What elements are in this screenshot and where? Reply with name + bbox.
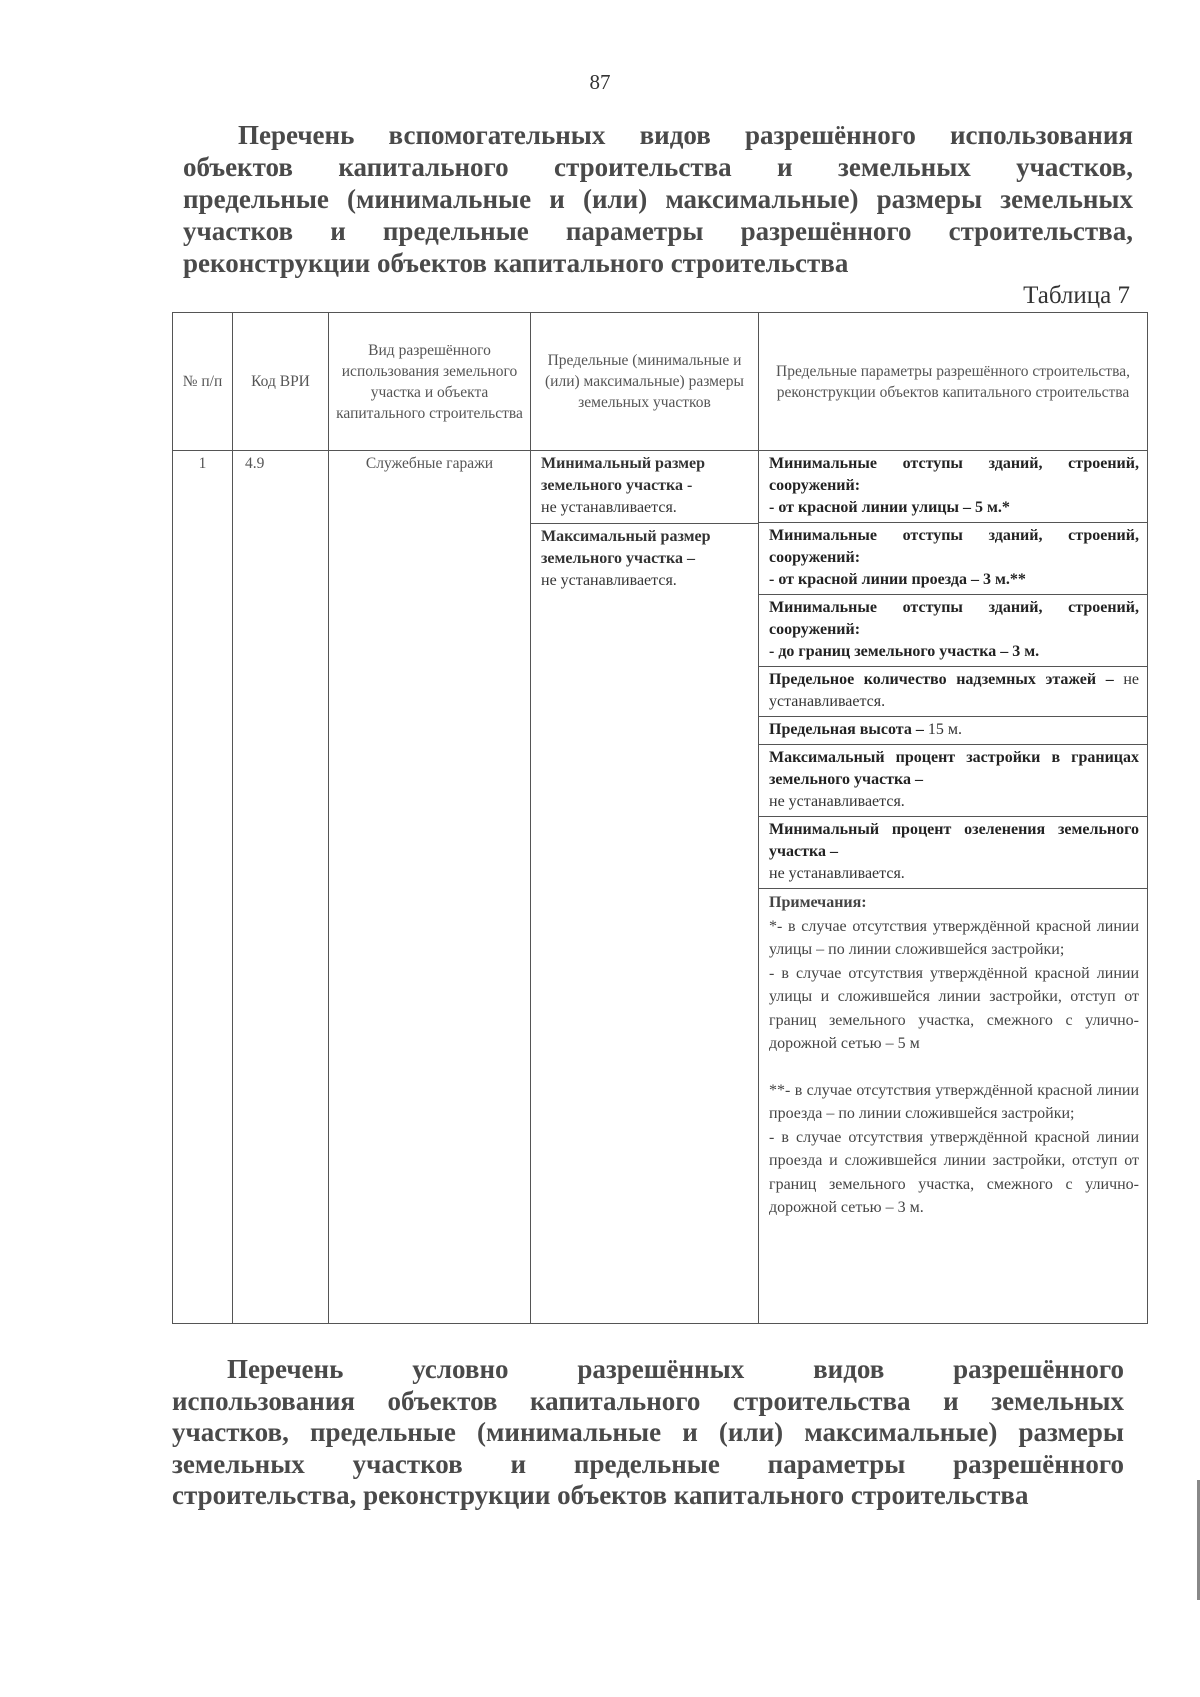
heading-line: участков, предельные (минимальные и (или) максимальные) размеры: [172, 1417, 1124, 1447]
max-height: [759, 717, 1147, 745]
note-paragraph: - в случае отсутствия утверждённой красной линии улицы и сложившейся линии застройки, отступ от границ земельного участка, смежного с улично-дорожной сетью – 5 м: [769, 964, 1139, 1052]
cell-use-type: Служебные гаражи: [329, 451, 531, 1324]
max-plot-size: [531, 524, 758, 596]
heading-line: Перечень вспомогательных видов разрешённого использования: [238, 120, 1133, 150]
cell-plot-sizes: [531, 451, 759, 1324]
max-floors: [759, 667, 1147, 717]
param-detail: - до границ земельного участка – 3 м.: [769, 643, 1040, 660]
note-paragraph: **- в случае отсутствия утверждённой красной линии проезда – по линии сложившейся застройки;: [769, 1081, 1139, 1122]
param-value: не устанавливается.: [769, 865, 905, 882]
param-detail: - от красной линии проезда – 3 м.**: [769, 571, 1026, 588]
param-label: Минимальные отступы зданий, строений, сооружений:: [769, 455, 1139, 494]
heading-line: предельные (минимальные и (или) максимальные) размеры земельных: [183, 184, 1133, 214]
table-header-row: [173, 313, 1148, 451]
cell-code: 4.9: [233, 451, 329, 1324]
max-plot-size-label: Максимальный размер земельного участка –: [541, 528, 711, 567]
param-value: не устанавливается.: [769, 671, 1139, 710]
regulations-table: [172, 312, 1148, 1324]
header-use-type: Вид разрешённого использования земельного участка и объекта капитального строительства: [329, 313, 531, 451]
max-plot-size-value: не устанавливается.: [541, 572, 677, 589]
param-detail: - от красной линии улицы – 5 м.*: [769, 499, 1010, 516]
heading-line: участков и предельные параметры разрешённого строительства,: [183, 216, 1133, 246]
section-heading-conditional-uses: [172, 1354, 1124, 1512]
header-number: № п/п: [173, 313, 233, 451]
notes-title: Примечания:: [769, 894, 867, 911]
param-label: Минимальные отступы зданий, строений, сооружений:: [769, 527, 1139, 566]
header-plot-sizes: Предельные (минимальные и (или) максимальные) размеры земельных участков: [531, 313, 759, 451]
cell-construction-params: [759, 451, 1148, 1324]
page-number: 87: [589, 70, 611, 94]
heading-line: земельных участков и предельные параметры разрешённого: [172, 1448, 1124, 1479]
param-label: Минимальные отступы зданий, строений, сооружений:: [769, 599, 1139, 638]
cell-number: 1: [173, 451, 233, 1324]
min-plot-size: [531, 451, 758, 524]
min-plot-size-value: не устанавливается.: [541, 499, 677, 516]
param-label: Предельная высота –: [769, 721, 924, 738]
max-build-coverage: [759, 745, 1147, 817]
header-construction-params: Предельные параметры разрешённого строительства, реконструкции объектов капитального строительства: [759, 313, 1148, 451]
param-value: 15 м.: [923, 721, 962, 738]
section-heading-auxiliary-uses: [183, 119, 1133, 279]
note-paragraph: - в случае отсутствия утверждённой красной линии проезда и сложившейся линии застройки, отступ от границ земельного участка, смежного с улично-дорожной сетью – 3 м.: [769, 1128, 1139, 1216]
table-caption: Таблица 7: [1023, 282, 1130, 309]
min-greenery: [759, 817, 1147, 889]
setback-plot-border: [759, 595, 1147, 667]
heading-line: использования объектов капитального строительства и земельных: [172, 1385, 1124, 1416]
min-plot-size-label: Минимальный размер земельного участка -: [541, 455, 706, 494]
header-code: Код ВРИ: [233, 313, 329, 451]
heading-line: Перечень условно разрешённых видов разрешённого: [227, 1354, 1124, 1384]
table-row: [173, 451, 1148, 1324]
note-paragraph: *- в случае отсутствия утверждённой красной линии улицы – по линии сложившейся застройки;: [769, 917, 1139, 958]
setback-street: [759, 451, 1147, 523]
param-value: не устанавливается.: [769, 793, 905, 810]
param-label: Минимальный процент озеленения земельного участка –: [769, 821, 1139, 860]
param-label: Предельное количество надземных этажей –: [769, 671, 1114, 688]
heading-line: строительства, реконструкции объектов капитального строительства: [172, 1480, 1029, 1510]
notes-block: [759, 889, 1147, 1222]
heading-line: объектов капитального строительства и земельных участков,: [183, 152, 1133, 182]
heading-line: реконструкции объектов капитального строительства: [183, 248, 849, 278]
setback-driveway: [759, 523, 1147, 595]
param-label: Максимальный процент застройки в границах земельного участка –: [769, 749, 1139, 788]
